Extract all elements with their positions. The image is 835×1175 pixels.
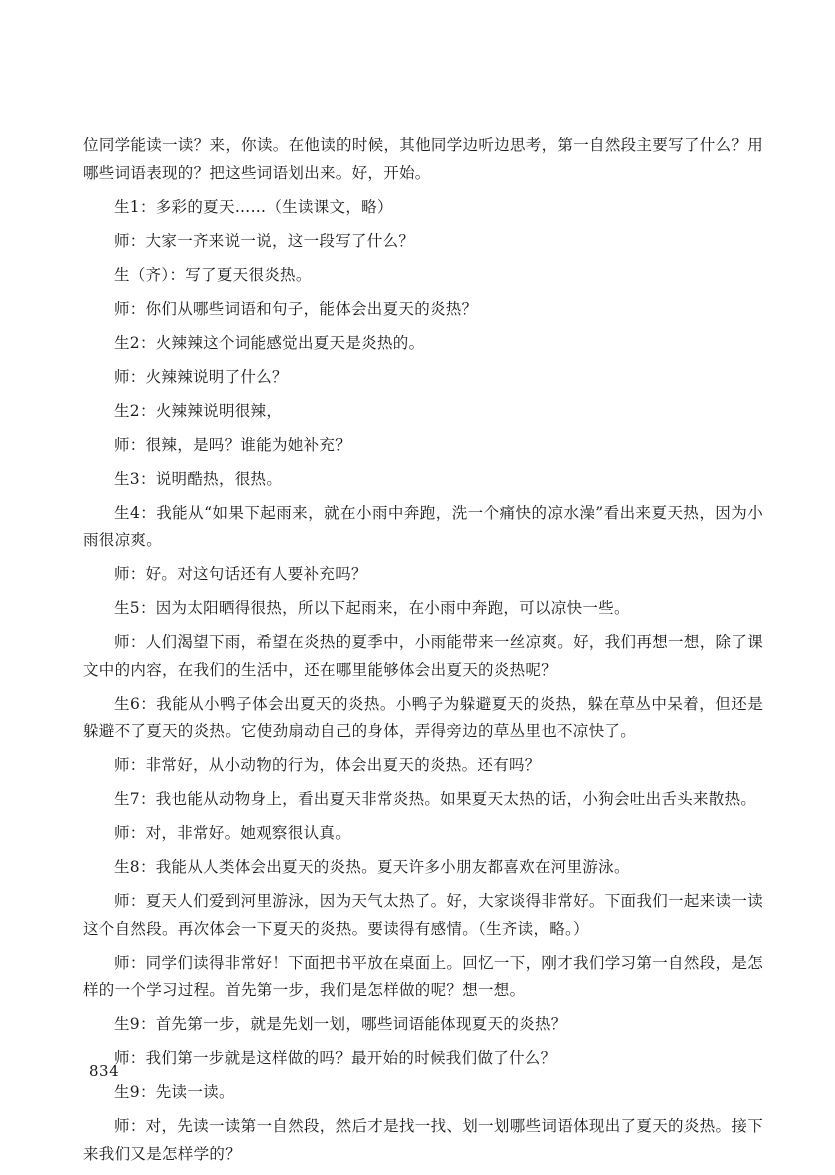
paragraph: 师：人们渴望下雨，希望在炎热的夏季中，小雨能带来一丝凉爽。好，我们再想一想，除了课文中的内容，在我们的生活中，还在哪里能够体会出夏天的炎热呢？ — [83, 633, 763, 679]
paragraph: 师：同学们读得非常好！下面把书平放在桌面上。回忆一下，刚才我们学习第一自然段，是怎样的一个学习过程。首先第一步，我们是怎样做的呢？想一想。 — [83, 953, 763, 999]
paragraph: 生2：火辣辣说明很辣， — [114, 401, 283, 420]
paragraph: 生7：我也能从动物身上，看出夏天非常炎热。如果夏天太热的话，小狗会吐出舌头来散热。 — [114, 790, 757, 808]
paragraph: 师：非常好，从小动物的行为，体会出夏天的炎热。还有吗？ — [114, 756, 541, 774]
paragraph: 生2：火辣辣这个词能感觉出夏天是炎热的。 — [114, 333, 425, 352]
paragraph: 生（齐）：写了夏天很炎热。 — [114, 265, 312, 284]
paragraph: 师：对，非常好。她观察很认真。 — [114, 824, 352, 842]
paragraph: 生1：多彩的夏天……（生读课文，略） — [114, 197, 393, 216]
paragraph: 生8：我能从人类体会出夏天的炎热。夏天许多小朋友都喜欢在河里游泳。 — [114, 858, 630, 876]
paragraph: 师：大家一齐来说一说，这一段写了什么？ — [114, 231, 415, 250]
paragraph: 位同学能读一读？来，你读。在他读的时候，其他同学边听边思考，第一自然段主要写了什么？用哪些词语表现的？把这些词语划出来。好，开始。 — [83, 136, 763, 182]
paragraph: 师：对，先读一读第一自然段，然后才是找一找、划一划哪些词语体现出了夏天的炎热。接下来我们又是怎样学的？ — [83, 1117, 763, 1163]
paragraph: 生9：首先第一步，就是先划一划，哪些词语能体现夏天的炎热？ — [114, 1015, 567, 1033]
paragraph: 师：好。对这句话还有人要补充吗？ — [114, 565, 367, 583]
paragraph: 师：夏天人们爱到河里游泳，因为天气太热了。好，大家谈得非常好。下面我们一起来读一读这个自然段。再次体会一下夏天的炎热。要读得有感情。（生齐读，略。） — [83, 892, 763, 938]
body-text — [83, 132, 763, 1175]
page-number: 834 — [89, 1062, 120, 1080]
paragraph: 生9：先读一读。 — [114, 1083, 235, 1101]
paragraph: 师：火辣辣说明了什么？ — [114, 367, 288, 386]
paragraph: 师：我们第一步就是这样做的吗？最开始的时候我们做了什么？ — [114, 1049, 557, 1067]
paragraph: 师：很辣，是吗？谁能为她补充？ — [114, 435, 352, 454]
paragraph: 生4：我能从“如果下起雨来，就在小雨中奔跑，洗一个痛快的凉水澡”看出来夏天热，因为小雨很凉爽。 — [83, 503, 763, 549]
paragraph: 生3：说明酷热，很热。 — [114, 469, 283, 488]
paragraph: 生5：因为太阳晒得很热，所以下起雨来，在小雨中奔跑，可以凉快一些。 — [114, 599, 630, 617]
paragraph: 师：你们从哪些词语和句子，能体会出夏天的炎热？ — [114, 299, 478, 318]
paragraph: 生6：我能从小鸭子体会出夏天的炎热。小鸭子为躲避夏天的炎热，躲在草丛中呆着，但还是躲避不了夏天的炎热。它使劲扇动自己的身体，弄得旁边的草丛里也不凉快了。 — [83, 694, 763, 740]
